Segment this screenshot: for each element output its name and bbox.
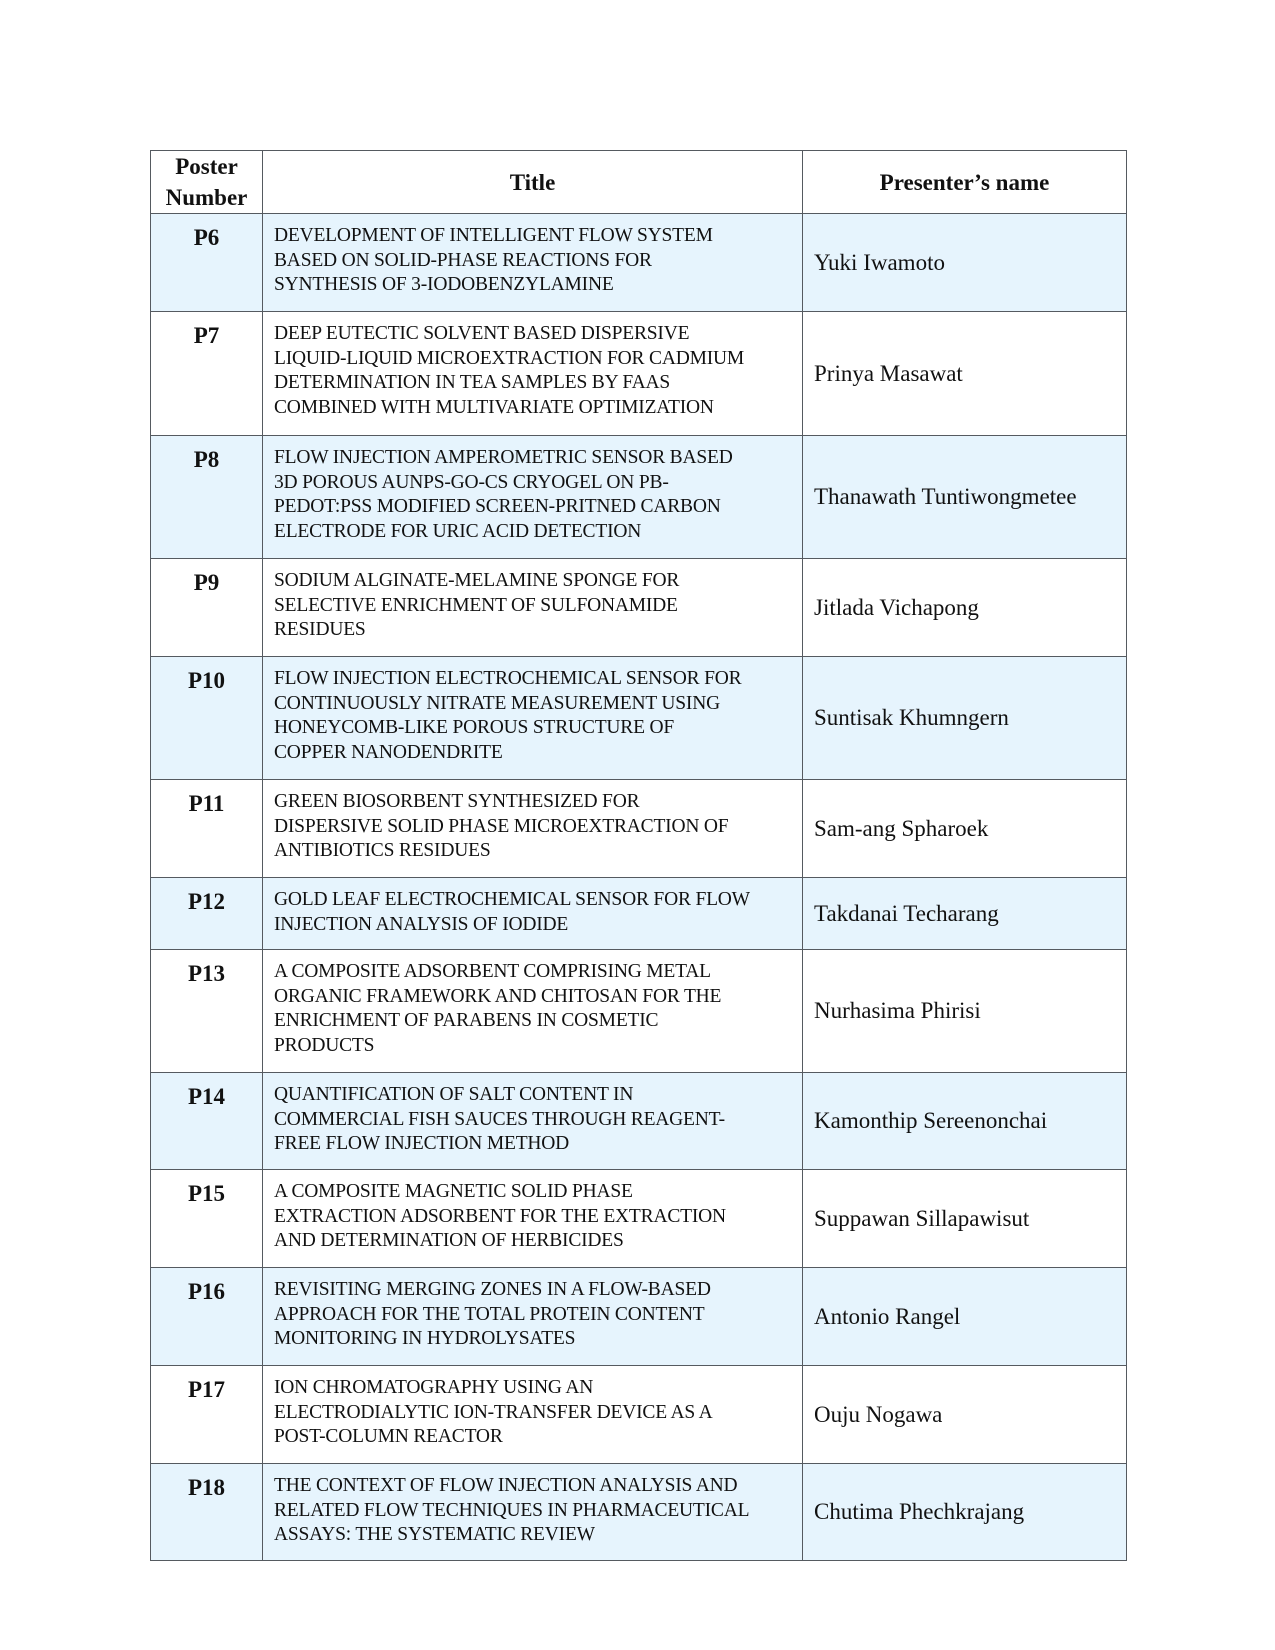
presenter-name-cell: Jitlada Vichapong [803, 559, 1127, 657]
presenter-name-cell: Suppawan Sillapawisut [803, 1170, 1127, 1268]
poster-title-line: SODIUM ALGINATE-MELAMINE SPONGE FOR [274, 570, 680, 591]
poster-title-cell [263, 1268, 803, 1366]
poster-title-line: FREE FLOW INJECTION METHOD [274, 1133, 570, 1154]
presenter-name-cell: Thanawath Tuntiwongmetee [803, 436, 1127, 559]
poster-title-line: HONEYCOMB-LIKE POROUS STRUCTURE OF [274, 717, 675, 738]
poster-title-cell [263, 312, 803, 436]
poster-title-line: APPROACH FOR THE TOTAL PROTEIN CONTENT [274, 1303, 705, 1325]
poster-title-cell [263, 559, 803, 657]
poster-number-cell: P9 [151, 559, 263, 657]
poster-title-line: LIQUID-LIQUID MICROEXTRACTION FOR CADMIUM [274, 347, 745, 369]
presenter-name-cell: Prinya Masawat [803, 312, 1127, 436]
header-poster-number [151, 151, 263, 214]
poster-title-cell [263, 1170, 803, 1268]
poster-number-cell: P12 [151, 878, 263, 950]
poster-schedule-table [150, 150, 1127, 1561]
table-header [151, 151, 1127, 214]
poster-title-line: COMMERCIAL FISH SAUCES THROUGH REAGENT- [274, 1108, 725, 1130]
poster-title-line: 3D POROUS AUNPS-GO-CS CRYOGEL ON PB- [274, 471, 669, 493]
poster-title-line: POST-COLUMN REACTOR [274, 1426, 503, 1447]
poster-title-cell [263, 1464, 803, 1561]
poster-title-line: ION CHROMATOGRAPHY USING AN [274, 1377, 594, 1398]
poster-title-line: EXTRACTION ADSORBENT FOR THE EXTRACTION [274, 1205, 726, 1227]
poster-title-line: MONITORING IN HYDROLYSATES [274, 1328, 576, 1349]
header-poster-number-line2: Number [165, 185, 248, 210]
poster-title-line: DEEP EUTECTIC SOLVENT BASED DISPERSIVE [274, 323, 690, 344]
poster-title-line: A COMPOSITE MAGNETIC SOLID PHASE [274, 1181, 633, 1202]
table-row [151, 312, 1127, 436]
header-poster-number-line1: Poster [175, 154, 238, 179]
poster-number-cell: P10 [151, 657, 263, 780]
table-row [151, 1073, 1127, 1170]
poster-title-line: THE CONTEXT OF FLOW INJECTION ANALYSIS AND [274, 1475, 738, 1496]
poster-title-line: FLOW INJECTION ELECTROCHEMICAL SENSOR FOR [274, 668, 742, 689]
poster-number-cell: P16 [151, 1268, 263, 1366]
presenter-name-cell: Nurhasima Phirisi [803, 950, 1127, 1073]
poster-title-cell [263, 780, 803, 878]
poster-title-line: PRODUCTS [274, 1034, 375, 1056]
poster-title-cell [263, 436, 803, 559]
poster-title-line: DEVELOPMENT OF INTELLIGENT FLOW SYSTEM [274, 225, 713, 246]
table-row [151, 559, 1127, 657]
poster-number-cell: P7 [151, 312, 263, 436]
poster-title-line: DISPERSIVE SOLID PHASE MICROEXTRACTION OF [274, 815, 729, 837]
poster-title-line: CONTINUOUSLY NITRATE MEASUREMENT USING [274, 692, 720, 714]
presenter-name-cell: Suntisak Khumngern [803, 657, 1127, 780]
poster-title-cell [263, 1073, 803, 1170]
poster-number-cell: P6 [151, 214, 263, 312]
table-row [151, 657, 1127, 780]
header-row [151, 151, 1127, 214]
table-row [151, 214, 1127, 312]
poster-title-line: DETERMINATION IN TEA SAMPLES BY FAAS [274, 372, 671, 393]
poster-title-line: RESIDUES [274, 619, 366, 640]
poster-title-line: QUANTIFICATION OF SALT CONTENT IN [274, 1084, 634, 1105]
poster-number-cell: P18 [151, 1464, 263, 1561]
poster-title-line: GOLD LEAF ELECTROCHEMICAL SENSOR FOR FLOW [274, 889, 750, 910]
table-body [151, 214, 1127, 1561]
poster-title-line: ASSAYS: THE SYSTEMATIC REVIEW [274, 1524, 595, 1545]
table-row [151, 436, 1127, 559]
poster-title-line: SELECTIVE ENRICHMENT OF SULFONAMIDE [274, 594, 678, 616]
poster-title-cell [263, 1366, 803, 1464]
presenter-name-cell: Sam-ang Spharoek [803, 780, 1127, 878]
poster-title-line: ORGANIC FRAMEWORK AND CHITOSAN FOR THE [274, 985, 722, 1007]
poster-title-line: COPPER NANODENDRITE [274, 741, 503, 763]
presenter-name-cell: Antonio Rangel [803, 1268, 1127, 1366]
table-row [151, 950, 1127, 1073]
poster-title-cell [263, 950, 803, 1073]
poster-title-line: A COMPOSITE ADSORBENT COMPRISING METAL [274, 961, 711, 982]
poster-title-line: SYNTHESIS OF 3-IODOBENZYLAMINE [274, 274, 614, 295]
header-title: Title [263, 151, 803, 214]
poster-number-cell: P14 [151, 1073, 263, 1170]
poster-title-line: FLOW INJECTION AMPEROMETRIC SENSOR BASED [274, 447, 733, 468]
table-row [151, 878, 1127, 950]
poster-title-cell [263, 214, 803, 312]
poster-title-cell [263, 657, 803, 780]
presenter-name-cell: Chutima Phechkrajang [803, 1464, 1127, 1561]
poster-title-line: REVISITING MERGING ZONES IN A FLOW-BASED [274, 1279, 711, 1300]
presenter-name-cell: Yuki Iwamoto [803, 214, 1127, 312]
poster-number-cell: P13 [151, 950, 263, 1073]
poster-title-line: BASED ON SOLID-PHASE REACTIONS FOR [274, 249, 652, 271]
table-row [151, 1366, 1127, 1464]
poster-number-cell: P11 [151, 780, 263, 878]
poster-title-cell [263, 878, 803, 950]
table-row [151, 1464, 1127, 1561]
table-row [151, 780, 1127, 878]
poster-title-line: INJECTION ANALYSIS OF IODIDE [274, 913, 569, 935]
header-presenter-name: Presenter’s name [803, 151, 1127, 214]
poster-title-line: ANTIBIOTICS RESIDUES [274, 840, 491, 861]
table-row [151, 1268, 1127, 1366]
poster-title-line: PEDOT:PSS MODIFIED SCREEN-PRITNED CARBON [274, 496, 721, 517]
poster-number-cell: P17 [151, 1366, 263, 1464]
poster-title-line: ENRICHMENT OF PARABENS IN COSMETIC [274, 1010, 659, 1031]
poster-title-line: RELATED FLOW TECHNIQUES IN PHARMACEUTICAL [274, 1499, 750, 1521]
table-row [151, 1170, 1127, 1268]
presenter-name-cell: Kamonthip Sereenonchai [803, 1073, 1127, 1170]
poster-title-line: COMBINED WITH MULTIVARIATE OPTIMIZATION [274, 396, 714, 418]
poster-title-line: ELECTRODE FOR URIC ACID DETECTION [274, 520, 642, 542]
poster-number-cell: P15 [151, 1170, 263, 1268]
presenter-name-cell: Takdanai Techarang [803, 878, 1127, 950]
poster-number-cell: P8 [151, 436, 263, 559]
poster-title-line: GREEN BIOSORBENT SYNTHESIZED FOR [274, 791, 640, 812]
poster-title-line: AND DETERMINATION OF HERBICIDES [274, 1230, 624, 1251]
presenter-name-cell: Ouju Nogawa [803, 1366, 1127, 1464]
poster-title-line: ELECTRODIALYTIC ION-TRANSFER DEVICE AS A [274, 1401, 713, 1423]
